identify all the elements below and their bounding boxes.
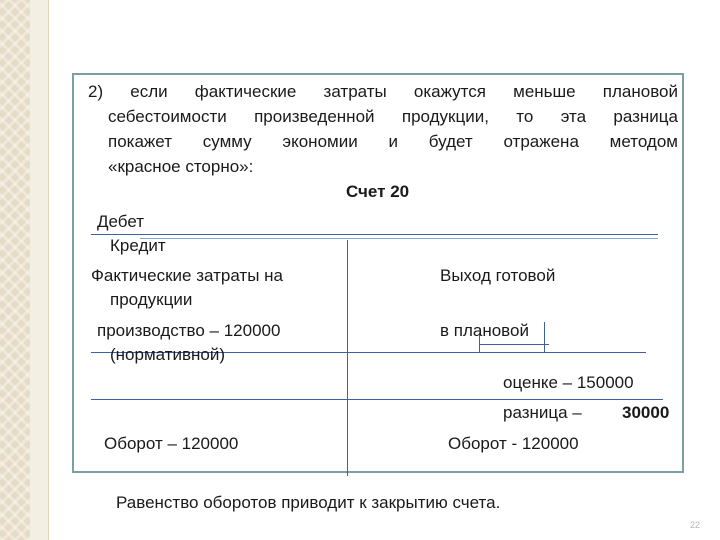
credit-turnover: Оборот - 120000 xyxy=(448,434,579,453)
footer-text: Равенство оборотов приводит к закрытию счета. xyxy=(116,493,501,512)
page-number: 22 xyxy=(690,520,701,530)
debit-line-2: продукции xyxy=(110,290,193,309)
lower-rule xyxy=(91,399,663,400)
intro-paragraph xyxy=(88,79,678,179)
debit-turnover: Оборот – 120000 xyxy=(104,434,239,453)
intro-line-3: покажет сумму экономии и будет отражена методом xyxy=(108,132,678,151)
credit-line-1: Выход готовой xyxy=(440,266,556,285)
credit-difference-label: разница – xyxy=(503,403,582,422)
debit-line-4: (нормативной) xyxy=(110,345,226,364)
intro-line-1: 2) если фактические затраты окажутся меньше плановой xyxy=(88,82,678,101)
intro-line-4: «красное сторно»: xyxy=(108,157,254,176)
header-rule-bottom xyxy=(140,238,658,239)
credit-difference-value: 30000 xyxy=(622,403,670,422)
debit-line-3: производство – 120000 xyxy=(97,321,281,340)
intro-line-2: себестоимости произведенной продукции, то эта разница xyxy=(108,107,678,126)
debit-line-1: Фактические затраты на xyxy=(91,266,283,285)
t-account-divider xyxy=(347,240,348,476)
debit-label: Дебет xyxy=(97,212,144,231)
credit-line-2: в плановой xyxy=(440,321,529,340)
credit-line-3: оценке – 150000 xyxy=(503,373,634,392)
header-rule-top xyxy=(91,234,658,235)
credit-label: Кредит xyxy=(110,236,166,255)
storno-box-top xyxy=(479,344,549,345)
account-title: Счет 20 xyxy=(346,182,410,201)
decorative-side-rule xyxy=(30,0,49,540)
decorative-side-band xyxy=(0,0,30,540)
storno-box-right xyxy=(544,322,545,353)
